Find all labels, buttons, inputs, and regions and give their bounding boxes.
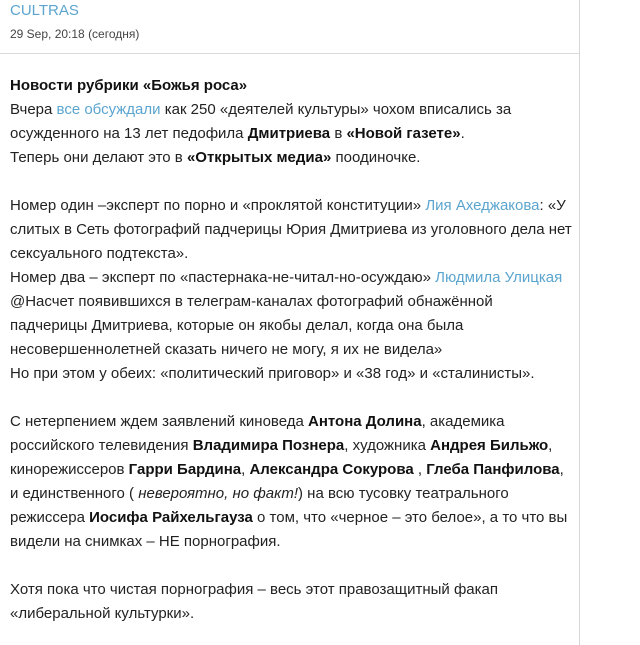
post-header bbox=[0, 0, 579, 54]
paragraph-2: Теперь они делают это в «Открытых медиа» поодиночке. bbox=[10, 149, 421, 166]
discussed-link[interactable]: все обсуждали bbox=[56, 101, 161, 118]
name-pozner: Владимира Познера bbox=[192, 437, 345, 454]
name-novaya-gazeta: «Новой газете» bbox=[346, 125, 461, 142]
spacer bbox=[10, 386, 573, 410]
name-bardin: Гарри Бардина bbox=[128, 461, 242, 478]
italic-aside: невероятно, но факт! bbox=[138, 485, 299, 502]
post-body bbox=[0, 54, 579, 626]
name-sokurov: Александра Сокурова bbox=[249, 461, 414, 478]
name-bilzho: Андрея Бильжо bbox=[430, 437, 549, 454]
name-dolin: Антона Долина bbox=[308, 413, 422, 430]
akhedzhakova-link[interactable]: Лия Ахеджакова bbox=[425, 197, 540, 214]
paragraph-3: Номер один –эксперт по порно и «проклятой конституции» Лия Ахеджакова: «У слитых в Сеть фотографий падчерицы Юрия Дмитриева из уголовного дела нет сексуального подтекста». bbox=[10, 197, 572, 262]
paragraph-1: Вчера все обсуждали как 250 «деятелей культуры» чохом вписались за осужденного на 13 лет педофила Дмитриева в «Новой газете». bbox=[10, 101, 512, 142]
spacer bbox=[10, 554, 573, 578]
name-panfilov: Глеба Панфилова bbox=[426, 461, 560, 478]
paragraph-5: Но при этом у обеих: «политический приговор» и «38 год» и «сталинисты». bbox=[10, 365, 535, 382]
paragraph-7: Хотя пока что чистая порнография – весь этот правозащитный факап «либеральной культурки». bbox=[10, 581, 498, 622]
ulitskaya-link[interactable]: Людмила Улицкая bbox=[435, 269, 563, 286]
post-title: Новости рубрики «Божья роса» bbox=[10, 77, 248, 94]
name-dmitriev: Дмитриева bbox=[247, 125, 331, 142]
paragraph-4: Номер два – эксперт по «пастернака-не-читал-но-осуждаю» Людмила Улицкая @Насчет появившихся в телеграм-каналах фотографий обнажённой падчерицы Дмитриева, которые он якобы делал, когда она была несовершеннолетней сказать ничего не могу, я их не видела» bbox=[10, 269, 563, 358]
name-otkrytye-media: «Открытых медиа» bbox=[186, 149, 332, 166]
author-link[interactable]: CULTRAS bbox=[10, 2, 79, 19]
spacer bbox=[10, 170, 573, 194]
paragraph-6: С нетерпением ждем заявлений киноведа Антона Долина, академика российского телевидения Владимира Познера, художника Андрея Бильжо, кинорежиссеров Гарри Бардина, Александра Сокурова , Глеба Панфилова, и единственного ( невероятно, но факт!) на всю тусовку театрального режиссера Иосифа Райхельгауза о том, что «черное – это белое», а то что вы видели на снимках – НЕ порнография. bbox=[10, 413, 568, 550]
name-raikhelgauz: Иосифа Райхельгауза bbox=[89, 509, 253, 526]
post-date: 29 Sep, 20:18 (сегодня) bbox=[10, 27, 140, 41]
